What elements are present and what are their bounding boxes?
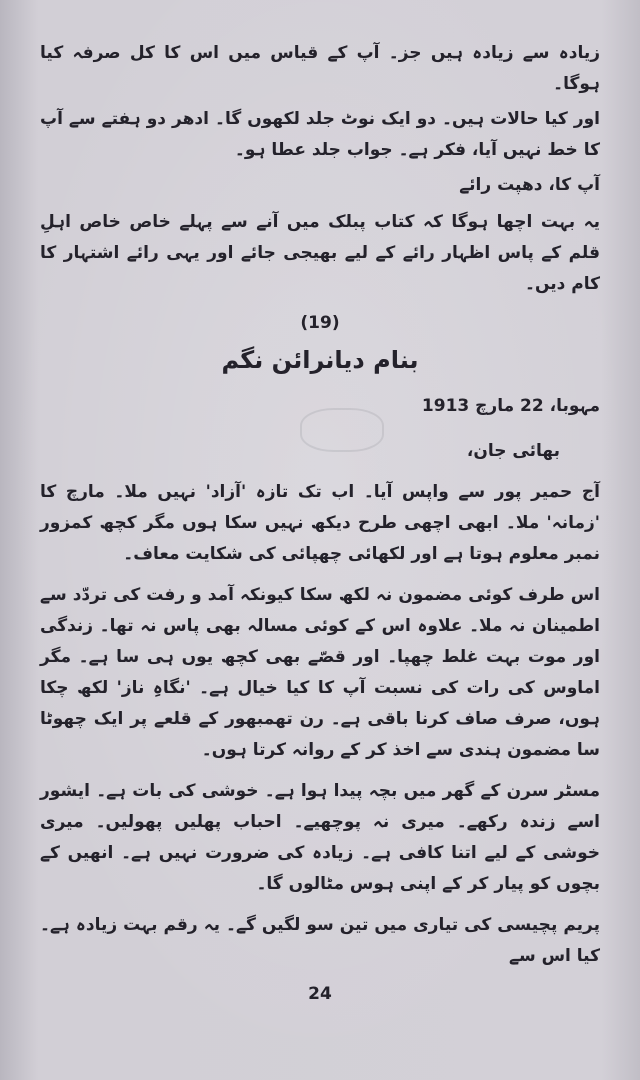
letter-paragraph: مسٹر سرن کے گھر میں بچہ پیدا ہوا ہے۔ خوشی کی بات ہے۔ ایشور اسے زندہ رکھے۔ میری نہ پوچھیے۔ احباب پھلیں پھولیں۔ میری خوشی کے لیے اتنا کافی ہے۔ زیادہ کی ضرورت نہیں ہے۔ انھیں کے بچوں کو پیار کر کے اپنی ہوس مٹالوں گا۔ [40, 781, 600, 894]
letter-signoff: آپ کا، دھپت رائے [459, 175, 600, 195]
page-number: 24 [308, 984, 332, 1004]
postscript: یہ بہت اچھا ہوگا کہ کتاب پبلک میں آنے سے پہلے خاص خاص اہلِ قلم کے پاس اظہار رائے کے لیے بھیجی جائے اور یہی رائے اشتہار کا کام دیں۔ [40, 212, 600, 294]
letter-salutation: بھائی جان، [466, 441, 560, 461]
paragraph-continuation: زیادہ سے زیادہ ہیں جز۔ آپ کے قیاس میں اس کا کل صرفہ کیا ہوگا۔ [40, 43, 600, 94]
paragraph-news: اور کیا حالات ہیں۔ دو ایک نوٹ جلد لکھوں گا۔ ادھر دو ہفتے سے آپ کا خط نہیں آیا، فکر ہے۔ جواب جلد عطا ہو۔ [40, 109, 600, 160]
letter-paragraph: اس طرف کوئی مضمون نہ لکھ سکا کیونکہ آمد و رفت کی تردّد سے اطمینان نہ ملا۔ علاوہ اس کے کوئی مسالہ بھی پاس نہ تھا۔ زندگی اور موت بہت غلط چھپا۔ اور قصّے بھی کچھ یوں ہی سا ہے۔ مگر اماوس کی رات کی نسبت آپ کا کیا خیال ہے۔ 'نگاہِ ناز' لکھ چکا ہوں، صرف صاف کرنا باقی ہے۔ رن تھمبھور کے قلعے پر ایک چھوٹا سا مضمون ہندی سے اخذ کر کے روانہ کرتا ہوں۔ [40, 585, 600, 760]
letter-title: بنام دیانرائن نگم [221, 346, 419, 374]
letter-paragraph: پریم پچیسی کی تیاری میں تین سو لگیں گے۔ یہ رقم بہت زیادہ ہے۔ کیا اس سے [40, 915, 600, 966]
letter-dateline: مہوبا، 22 مارچ 1913 [421, 396, 600, 416]
letter-number: (19) [300, 313, 340, 333]
letter-paragraph: آج حمیر پور سے واپس آیا۔ اب تک تازہ 'آزاد' نہیں ملا۔ مارچ کا 'زمانہ' ملا۔ ابھی اچھی طرح دیکھ نہیں سکا ہوں مگر کچھ کمزور نمبر معلوم ہوتا ہے اور لکھائی چھپائی کی شکایت معاف۔ [40, 482, 600, 564]
page-body [40, 38, 600, 976]
